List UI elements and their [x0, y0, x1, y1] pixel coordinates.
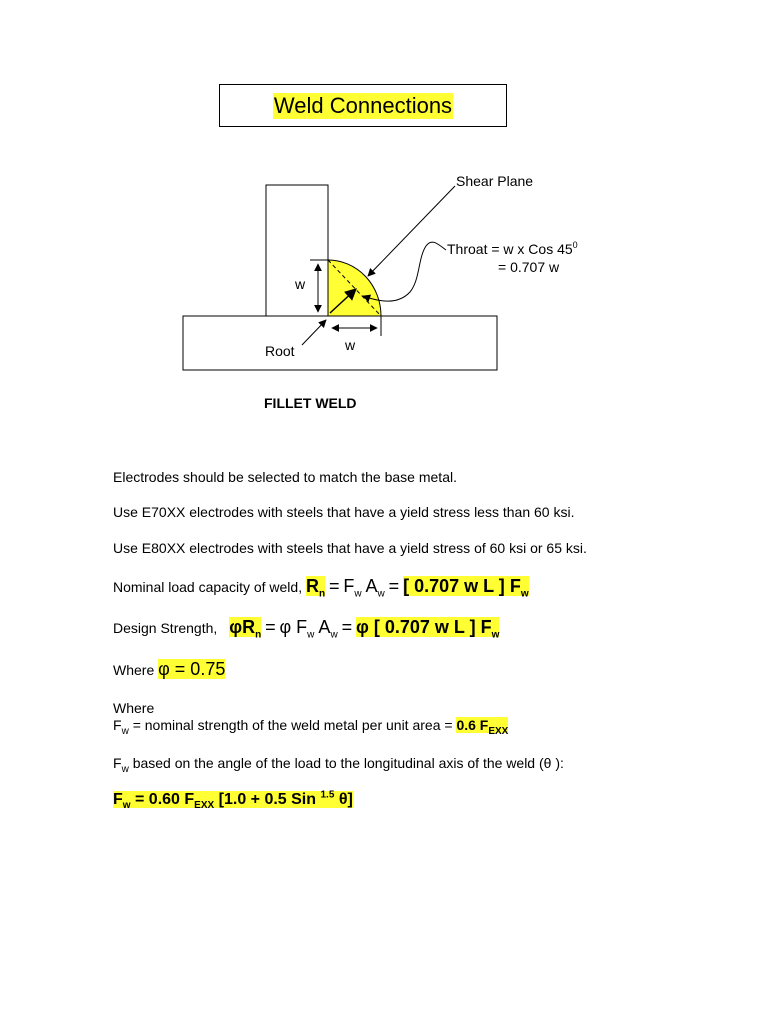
fw-definition-value: 0.6 $F_{EXX}$ [456, 717, 509, 737]
nominal-label: Nominal load capacity of weld, [113, 579, 303, 595]
design-formula: φ [ 0.707 w L ] $F_w$ [355, 617, 500, 641]
shear-plane-leader [368, 186, 455, 276]
paragraph-electrodes: Electrodes should be selected to match the base metal. [113, 469, 457, 485]
fillet-weld-diagram [0, 0, 768, 420]
rn-symbol: $R_n$ [306, 576, 326, 600]
where-label: Where [113, 700, 155, 716]
root-label: Root [265, 343, 295, 359]
fw-definition-line: $F_w$ = nominal strength of the weld metal per unit area = 0.6 $F_{EXX}$ [113, 717, 509, 737]
phi-value: φ = 0.75 [158, 659, 226, 679]
phi-fw-aw: φ $F_w$ $A_w$ [279, 617, 338, 641]
nominal-formula: [ 0.707 w L ] $F_w$ [403, 576, 529, 600]
fw-symbol: $F_w$ [343, 576, 362, 600]
paragraph-e70xx: Use E70XX electrodes with steels that have a yield stress less than 60 ksi. [113, 504, 575, 520]
shear-plane-label: Shear Plane [456, 173, 534, 189]
nominal-capacity-line: Nominal load capacity of weld, $R_n = F_w$ $A_w$ = [ 0.707 w L ] $F_w$ [113, 576, 529, 600]
design-label: Design Strength, [113, 620, 218, 636]
phi-value-line: Where φ = 0.75 [113, 659, 226, 679]
throat-value-label: = 0.707 w [498, 259, 560, 275]
w-horizontal-label: w [345, 337, 356, 353]
page-title: Weld Connections [273, 92, 453, 118]
fw-angle-line: $F_w$ based on the angle of the load to the longitudinal axis of the weld (θ ): [113, 755, 564, 775]
paragraph-e80xx: Use E80XX electrodes with steels that have a yield stress of 60 ksi or 65 ksi. [113, 540, 587, 556]
aw-symbol: $A_w$ [365, 576, 385, 600]
fw-formula-line [113, 790, 353, 812]
base-plate [183, 316, 497, 370]
fillet-weld-caption: FILLET WELD [264, 395, 357, 411]
phi-rn-symbol: $\varphi R_n$ [229, 617, 262, 641]
vertical-plate [266, 185, 328, 316]
throat-label: Throat = w x Cos $45^0$ [447, 240, 578, 257]
w-vertical-label: w [295, 276, 306, 292]
design-strength-line: Design Strength, $\varphi R_n = \varphi$ $F_w$ $A_w = \varphi$ [ 0.707 w L ] $F_w$ [113, 617, 500, 641]
fw-formula: $F_w = 0.60$ $F_{EXX}$ [1.0 + 0.5 Sin $^{1.5}$ θ] [113, 790, 353, 812]
